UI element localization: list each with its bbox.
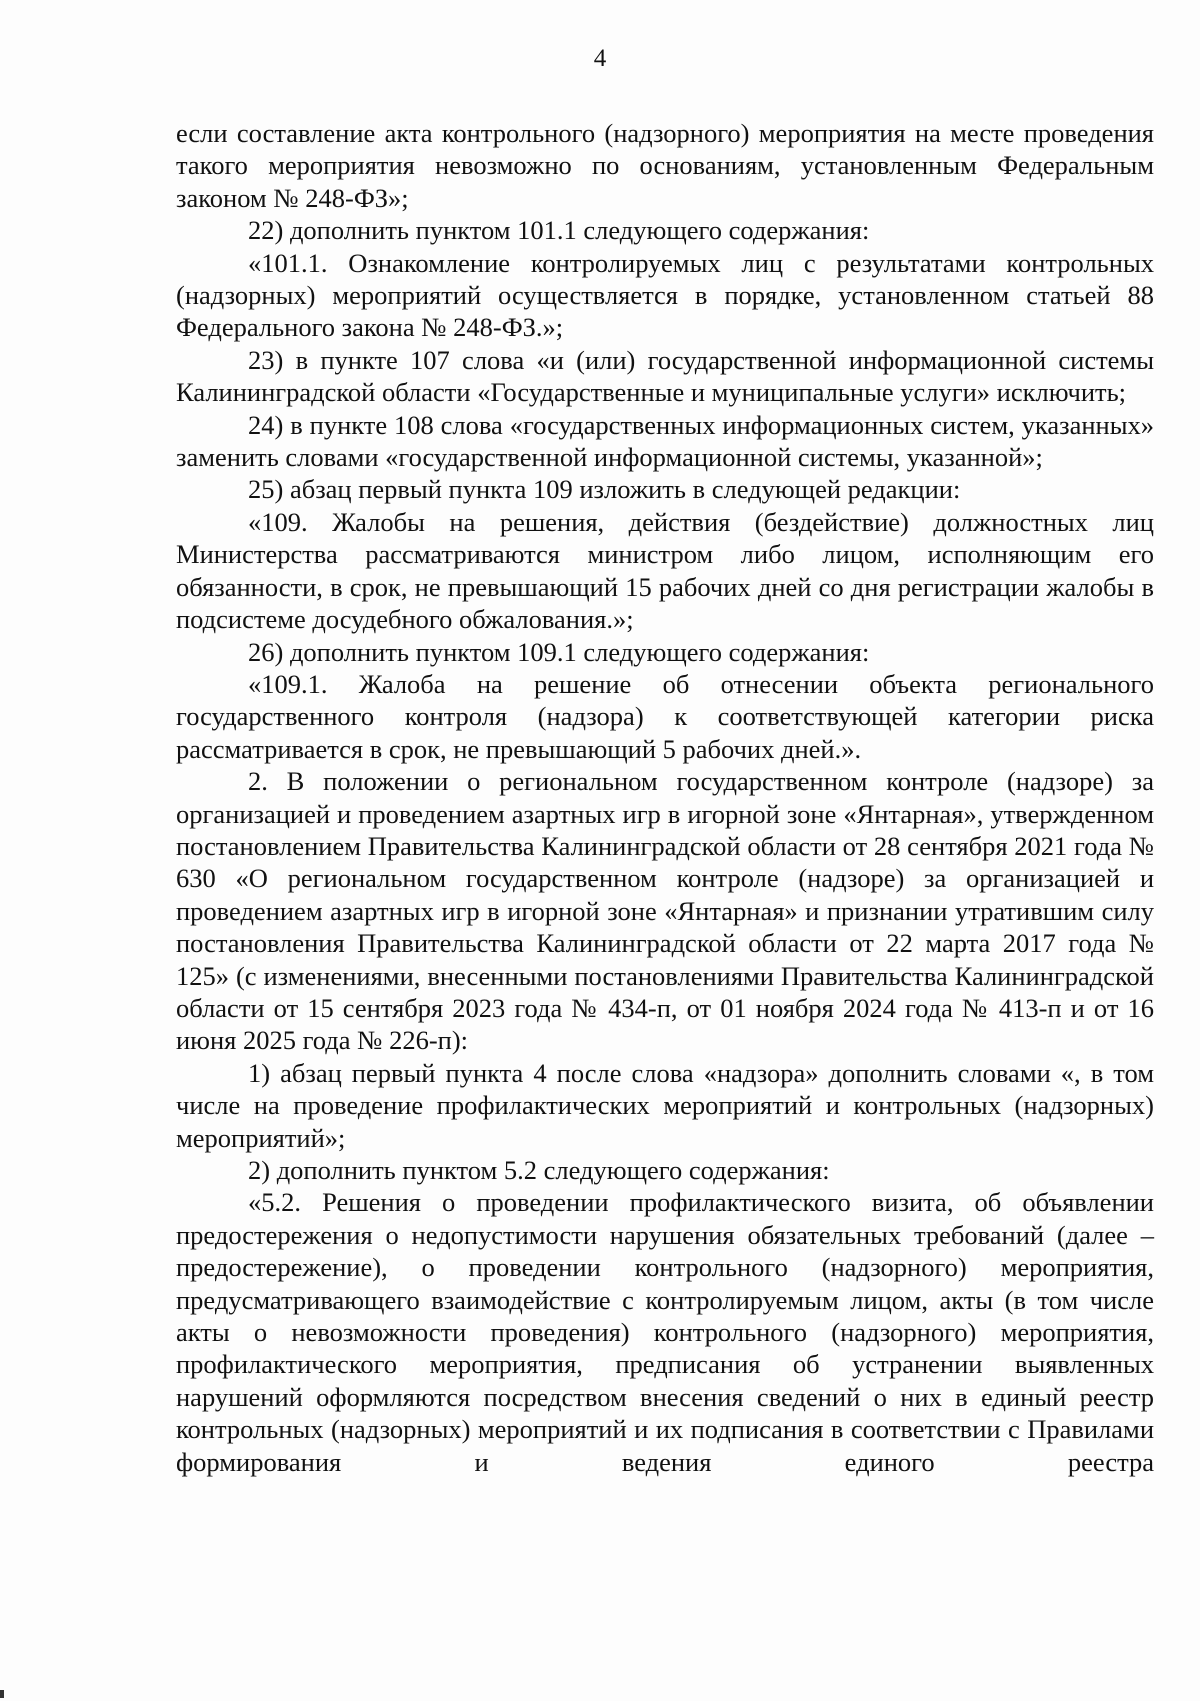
- paragraph-item-23: 23) в пункте 107 слова «и (или) государственной информационной системы Калининградской области «Государственные и муниципальные услуги» исключить;: [176, 344, 1154, 408]
- paragraph-item-26: 26) дополнить пунктом 109.1 следующего содержания:: [248, 636, 870, 667]
- paragraph-quote-109: «109. Жалобы на решения, действия (бездействие) должностных лиц Министерства рассматриваются министром либо лицом, исполняющим его обязанности, в срок, не превышающий 15 рабочих дней со дня регистрации жалобы в подсистеме досудебного обжалования.»;: [176, 506, 1154, 635]
- paragraph-quote-5-2: «5.2. Решения о проведении профилактического визита, об объявлении предостережения о недопустимости нарушения обязательных требований (далее – предостережение), о проведении контрольного (надзорного) мероприятия, предусматривающего взаимодействие с контролируемым лицом, акты (в том числе акты о невозможности проведения) контрольного (надзорного) мероприятия, профилактического мероприятия, предписания об устранении выявленных нарушений оформляются посредством внесения сведений о них в единый реестр контрольных (надзорных) мероприятий и их подписания в соответствии с Правилами формирования и ведения единого реестра: [176, 1187, 1154, 1477]
- paragraph-item-1: 1) абзац первый пункта 4 после слова «надзора» дополнить словами «, в том числе на проведение профилактических мероприятий и контрольных (надзорных) мероприятий»;: [176, 1057, 1154, 1153]
- paragraph-item-22: 22) дополнить пунктом 101.1 следующего содержания:: [248, 215, 870, 246]
- document-body: [176, 117, 1154, 1478]
- scan-edge-mark: [0, 1690, 4, 1698]
- paragraph-continuation: если составление акта контрольного (надзорного) мероприятия на месте проведения такого мероприятия невозможно по основаниям, установленным Федеральным законом № 248-ФЗ»;: [176, 118, 1154, 213]
- paragraph-quote-109-1: «109.1. Жалоба на решение об отнесении объекта регионального государственного контроля (надзора) к соответствующей категории риска рассматривается в срок, не превышающий 5 рабочих дней.».: [176, 668, 1154, 764]
- page-number: 4: [593, 45, 607, 72]
- paragraph-item-24: 24) в пункте 108 слова «государственных информационных систем, указанных» заменить словами «государственной информационной системы, указанной»;: [176, 409, 1154, 473]
- paragraph-item-25: 25) абзац первый пункта 109 изложить в следующей редакции:: [248, 474, 961, 505]
- paragraph-section-2: 2. В положении о региональном государственном контроле (надзоре) за организацией и проведением азартных игр в игорной зоне «Янтарная», утвержденном постановлением Правительства Калининградской области от 28 сентября 2021 года № 630 «О региональном государственном контроле (надзоре) за организацией и проведением азартных игр в игорной зоне «Янтарная» и признании утратившим силу постановления Правительства Калининградской области от 22 марта 2017 года № 125» (с изменениями, внесенными постановлениями Правительства Калининградской области от 15 сентября 2023 года № 434-п, от 01 ноября 2024 года № 413-п и от 16 июня 2025 года № 226-п):: [176, 766, 1154, 1056]
- paragraph-item-2: 2) дополнить пунктом 5.2 следующего содержания:: [248, 1155, 830, 1185]
- paragraph-quote-101-1: «101.1. Ознакомление контролируемых лиц с результатами контрольных (надзорных) мероприятий осуществляется в порядке, установленном статьей 88 Федерального закона № 248-ФЗ.»;: [176, 247, 1154, 343]
